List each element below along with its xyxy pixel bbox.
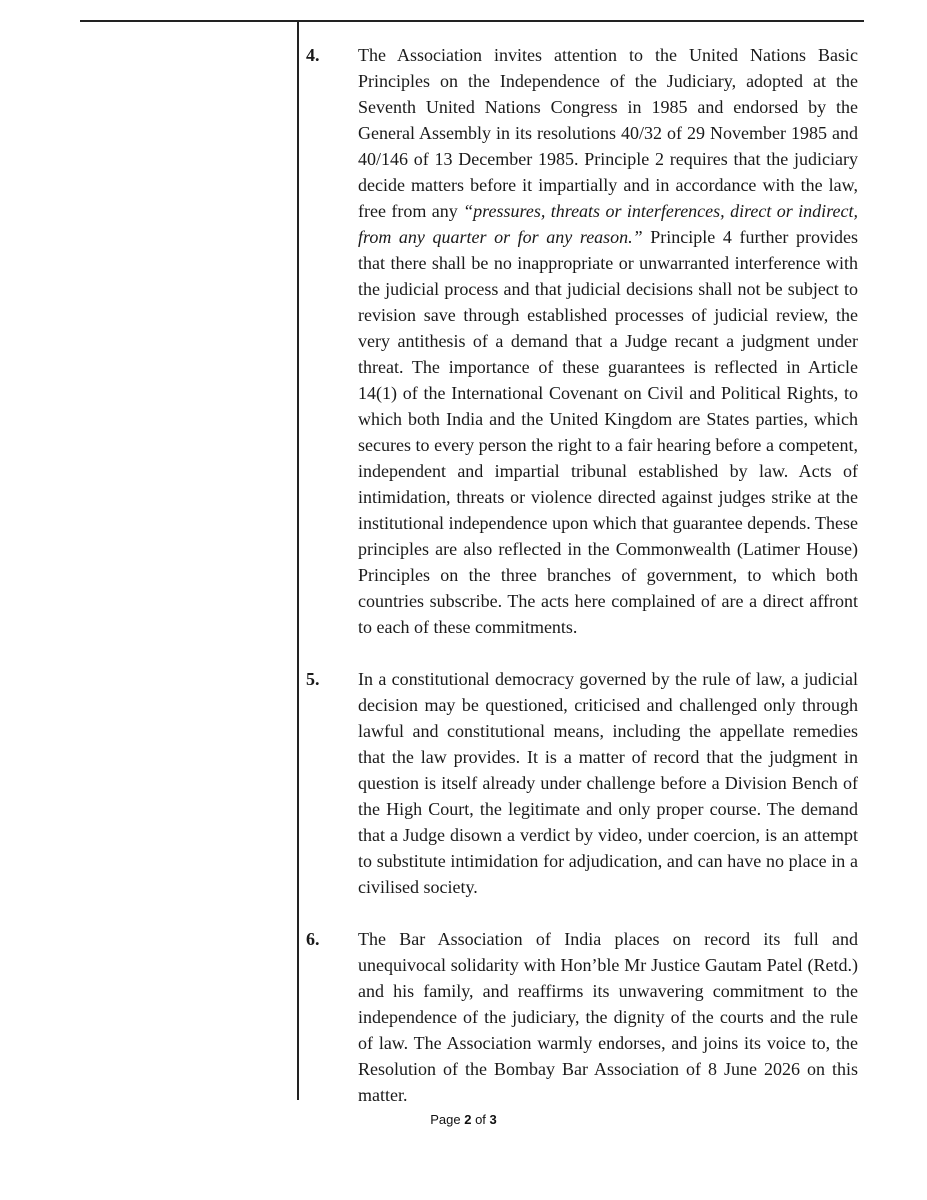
paragraph-5 [306,666,858,900]
paragraph-4 [306,42,858,640]
paragraph-6 [306,926,858,1108]
paragraph-text: The Bar Association of India places on record its full and unequivocal solidarity with Hon’ble Mr Justice Gautam Patel (Retd.) and his family, and reaffirms its unwavering commitment to the independence of the judiciary, the dignity of the courts and the rule of law. The Association warmly endorses, and joins its voice to, the Resolution of the Bombay Bar Association of 8 June 2026 on this matter. [358,929,858,1105]
paragraph-text-part: Principle 4 further provides that there shall be no inappropriate or unwarranted interference with the judicial process and that judicial decisions shall not be subject to revision save through established processes of judicial review, the very antithesis of a demand that a Judge recant a judgment under threat. The importance of these guarantees is reflected in Article 14(1) of the International Covenant on Civil and Political Rights, to which both India and the United Kingdom are States parties, which secures to every person the right to a fair hearing before a competent, independent and impartial tribunal established by law. Acts of intimidation, threats or violence directed against judges strike at the institutional independence upon which that guarantee depends. These principles are also reflected in the Commonwealth (Latimer House) Principles on the three branches of government, to which both countries subscribe. The acts here complained of are a direct affront to each of these commitments. [358,227,859,637]
quoted-principle-text: “pressures, threats or interferences, direct or indirect, from any quarter or for any reason.” [358,201,859,247]
paragraph-text-part: The Association invites attention to the United Nations Basic Principles on the Independence of the Judiciary, adopted at the Seventh United Nations Congress in 1985 and endorsed by the General Assembly in its resolutions 40/32 of 29 November 1985 and 40/146 of 13 December 1985. Principle 2 requires that the judiciary decide matters before it impartially and in accordance with the law, free from any [358,45,858,221]
page-label: Page [430,1112,461,1127]
paragraph-number: 6. [306,929,320,949]
header-rule [80,20,864,22]
paragraph-text [358,42,858,640]
paragraph-text: In a constitutional democracy governed by the rule of law, a judicial decision may be questioned, criticised and challenged only through lawful and constitutional means, including the appellate remedies that the law provides. It is a matter of record that the judgment in question is itself already under challenge before a Division Bench of the High Court, the legitimate and only proper course. The demand that a Judge disown a verdict by video, under coercion, is an attempt to substitute intimidation for adjudication, and can have no place in a civilised society. [358,669,858,897]
paragraph-number: 5. [306,669,320,689]
margin-rule [297,20,299,1100]
page-footer [0,1112,927,1127]
of-label: of [475,1112,486,1127]
current-page-number: 2 [464,1112,472,1127]
document-body [306,42,858,1134]
total-pages-number: 3 [489,1112,497,1127]
paragraph-number: 4. [306,45,320,65]
